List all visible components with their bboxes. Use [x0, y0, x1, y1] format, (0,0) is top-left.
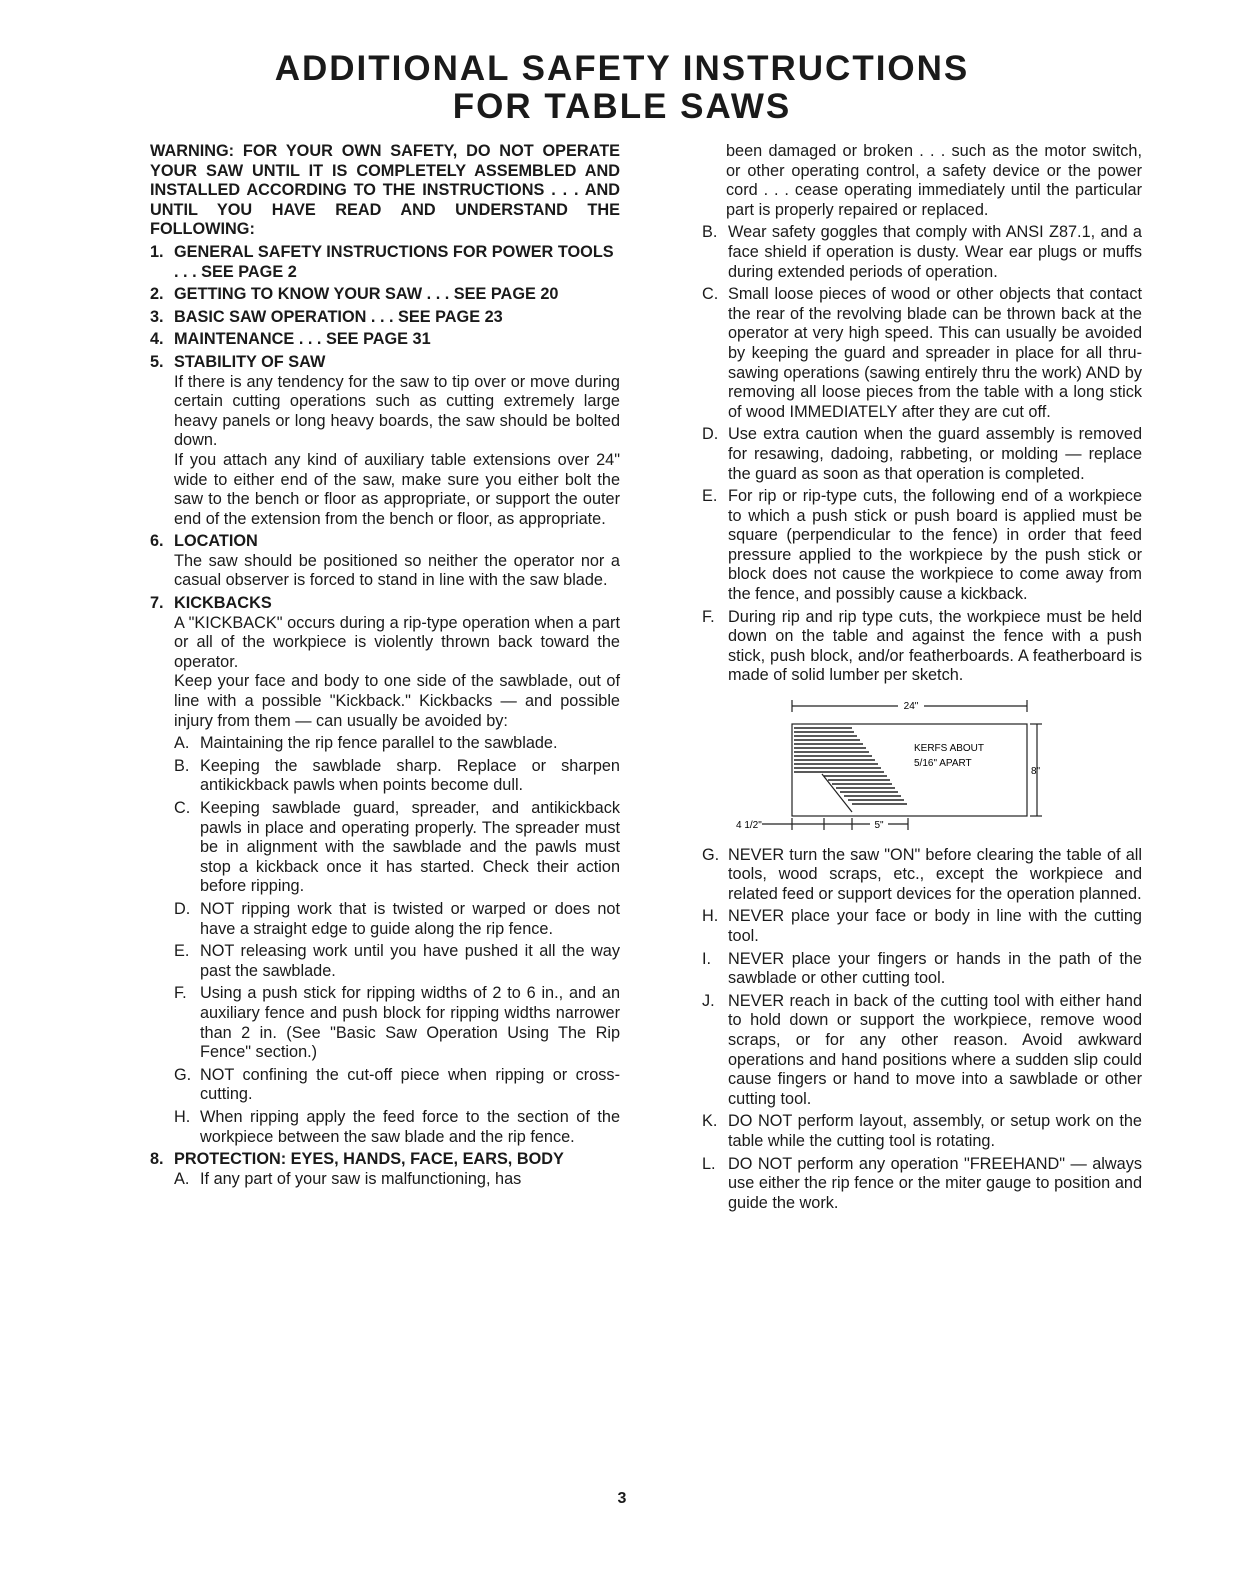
title-line-2: FOR TABLE SAWS — [452, 87, 792, 126]
width-label: 24" — [903, 701, 919, 713]
kerf-label-1: KERFS ABOUT — [914, 743, 985, 755]
list-item: C. Keeping sawblade guard, spreader, and antikickback pawls in place and operating properly. The spreader must be in alignment with the sawblade and the pawls must stop a kickback once it has started. Check their action before ripping. — [174, 799, 620, 896]
kerf-label-2: 5/16" APART — [914, 758, 972, 770]
left-dimension-label: 4 1/2" — [736, 820, 762, 832]
list-item: B. Wear safety goggles that comply with ANSI Z87.1, and a face shield if operation is dusty. Wear ear plugs or muffs during extended periods of operation. — [702, 223, 1142, 281]
list-item: A. If any part of your saw is malfunctioning, has — [174, 1169, 522, 1188]
section-number: 4. — [150, 330, 164, 349]
list-item: H. NEVER place your face or body in line with the cutting tool. — [702, 907, 1142, 945]
section-number: 6. — [150, 532, 164, 551]
section-heading: LOCATION — [174, 532, 258, 551]
page-number: 3 — [617, 1490, 627, 1507]
list-item: J. NEVER reach in back of the cutting tool with either hand to hold down or support the workpiece, remove wood scraps, or for any other reason. Avoid awkward operations and hand positions where a sudden slip could cause fingers or hand to move into a sawblade or other cutting tool. — [702, 991, 1142, 1108]
section-number: 8. — [150, 1150, 164, 1169]
paragraph: If there is any tendency for the saw to tip over or move during certain cutting operations such as cutting extremely large heavy panels or long heavy boards, the saw should be bolted down. — [174, 372, 620, 450]
section-7 — [150, 594, 620, 1147]
list-item: A. Maintaining the rip fence parallel to the sawblade. — [174, 734, 558, 753]
section-8 — [150, 1150, 620, 1189]
paragraph: A "KICKBACK" occurs during a rip-type operation when a part or all of the workpiece is violently thrown back toward the operator. — [174, 613, 620, 671]
featherboard-sketch — [702, 694, 1042, 834]
section-heading: STABILITY OF SAW — [174, 352, 326, 371]
list-item: D. NOT ripping work that is twisted or warped or does not have a straight edge to guide along the rip fence. — [174, 899, 620, 938]
section-3 — [150, 308, 620, 328]
list-item: E. For rip or rip-type cuts, the following end of a workpiece to which a push stick or push board is applied must be square (perpendicular to the fence) in order that feed pressure applied to the workpiece by the push stick or block does not cause the workpiece to come away from the fence, and possibly cause a kickback. — [702, 487, 1142, 604]
section-number: 7. — [150, 594, 164, 613]
section-number: 5. — [150, 352, 164, 371]
list-item: G. NEVER turn the saw "ON" before clearing the table of all tools, wood scraps, etc., except the workpiece and related feed or support devices for the operation planned. — [702, 845, 1142, 903]
section-number: 3. — [150, 307, 164, 326]
left-column — [150, 142, 620, 1189]
list-item: E. NOT releasing work until you have pushed it all the way past the sawblade. — [174, 942, 620, 980]
section-heading: GENERAL SAFETY INSTRUCTIONS FOR POWER TOOLS . . . SEE PAGE 2 — [174, 242, 614, 281]
section-heading: MAINTENANCE . . . SEE PAGE 31 — [174, 330, 431, 349]
list-item: H. When ripping apply the feed force to the section of the workpiece between the saw blade and the rip fence. — [174, 1107, 620, 1146]
section-1 — [150, 243, 620, 282]
section-heading: PROTECTION: EYES, HANDS, FACE, EARS, BODY — [174, 1150, 564, 1169]
list-item: B. Keeping the sawblade sharp. Replace or sharpen antikickback pawls when points become dull. — [174, 756, 620, 795]
paragraph: If you attach any kind of auxiliary table extensions over 24" wide to either end of the saw, make sure you either bolt the saw to the bench or floor as appropriate, or support the outer end of the extension from the bench or floor, as appropriate. — [174, 450, 620, 528]
right-column — [702, 142, 1142, 1213]
section-number: 2. — [150, 285, 164, 304]
section-number: 1. — [150, 242, 164, 261]
list-item: G. NOT confining the cut-off piece when ripping or cross-cutting. — [174, 1065, 620, 1104]
list-item: L. DO NOT perform any operation "FREEHAND" — always use either the rip fence or the miter gauge to position and guide the work. — [702, 1154, 1142, 1212]
list-item: K. DO NOT perform layout, assembly, or setup work on the table while the cutting tool is rotating. — [702, 1112, 1142, 1150]
kerf-lines — [794, 728, 907, 804]
list-item: F. During rip and rip type cuts, the workpiece must be held down on the table and against the fence with a push stick, push block, and/or featherboards. A featherboard is made of solid lumber per sketch. — [702, 607, 1142, 685]
featherboard-diagram — [702, 694, 1142, 840]
board-outline — [792, 724, 1027, 816]
height-label: 8" — [1031, 766, 1041, 778]
bottom-dimension-label: 5" — [874, 820, 884, 832]
section-2 — [150, 285, 620, 305]
list-item: I. NEVER place your fingers or hands in the path of the sawblade or other cutting tool. — [702, 949, 1142, 988]
section-6 — [150, 532, 620, 591]
warning-text: WARNING: FOR YOUR OWN SAFETY, DO NOT OPERATE YOUR SAW UNTIL IT IS COMPLETELY ASSEMBLED AND INSTALLED ACCORDING TO THE INSTRUCTIONS . . . AND UNTIL YOU HAVE READ AND UNDERSTAND THE FOLLOWING: — [150, 142, 620, 239]
paragraph: Keep your face and body to one side of the sawblade, out of line with a possible "Kickback." Kickbacks — and possible injury from them — can usually be avoided by: — [174, 672, 620, 730]
list-item: C. Small loose pieces of wood or other objects that contact the rear of the revolving blade can be thrown back at the operator at very high speed. This can usually be avoided by keeping the guard and spreader in place for all thru-sawing operations (sawing entirely thru the work) AND by removing all loose pieces from the table with a long stick of wood IMMEDIATELY after they are cut off. — [702, 285, 1142, 421]
list-item: F. Using a push stick for ripping widths of 2 to 6 in., and an auxiliary fence and push block for ripping widths narrower than 2 in. (See "Basic Saw Operation Using The Rip Fence" section.) — [174, 984, 620, 1062]
section-heading: BASIC SAW OPERATION . . . SEE PAGE 23 — [174, 307, 503, 326]
section-4 — [150, 330, 620, 350]
page-title — [0, 50, 1244, 126]
section-heading: KICKBACKS — [174, 594, 272, 613]
section-heading: GETTING TO KNOW YOUR SAW . . . SEE PAGE 20 — [174, 285, 559, 304]
title-line-1: ADDITIONAL SAFETY INSTRUCTIONS — [274, 49, 970, 88]
paragraph: The saw should be positioned so neither the operator nor a casual observer is forced to stand in line with the saw blade. — [174, 551, 620, 590]
list-item: D. Use extra caution when the guard assembly is removed for resawing, dadoing, rabbeting, or molding — replace the guard as soon as that operation is completed. — [702, 425, 1142, 483]
continued-paragraph: been damaged or broken . . . such as the motor switch, or other operating control, a safety device or the power cord . . . cease operating immediately until the particular part is properly repaired or replaced. — [726, 142, 1142, 219]
section-5 — [150, 353, 620, 529]
